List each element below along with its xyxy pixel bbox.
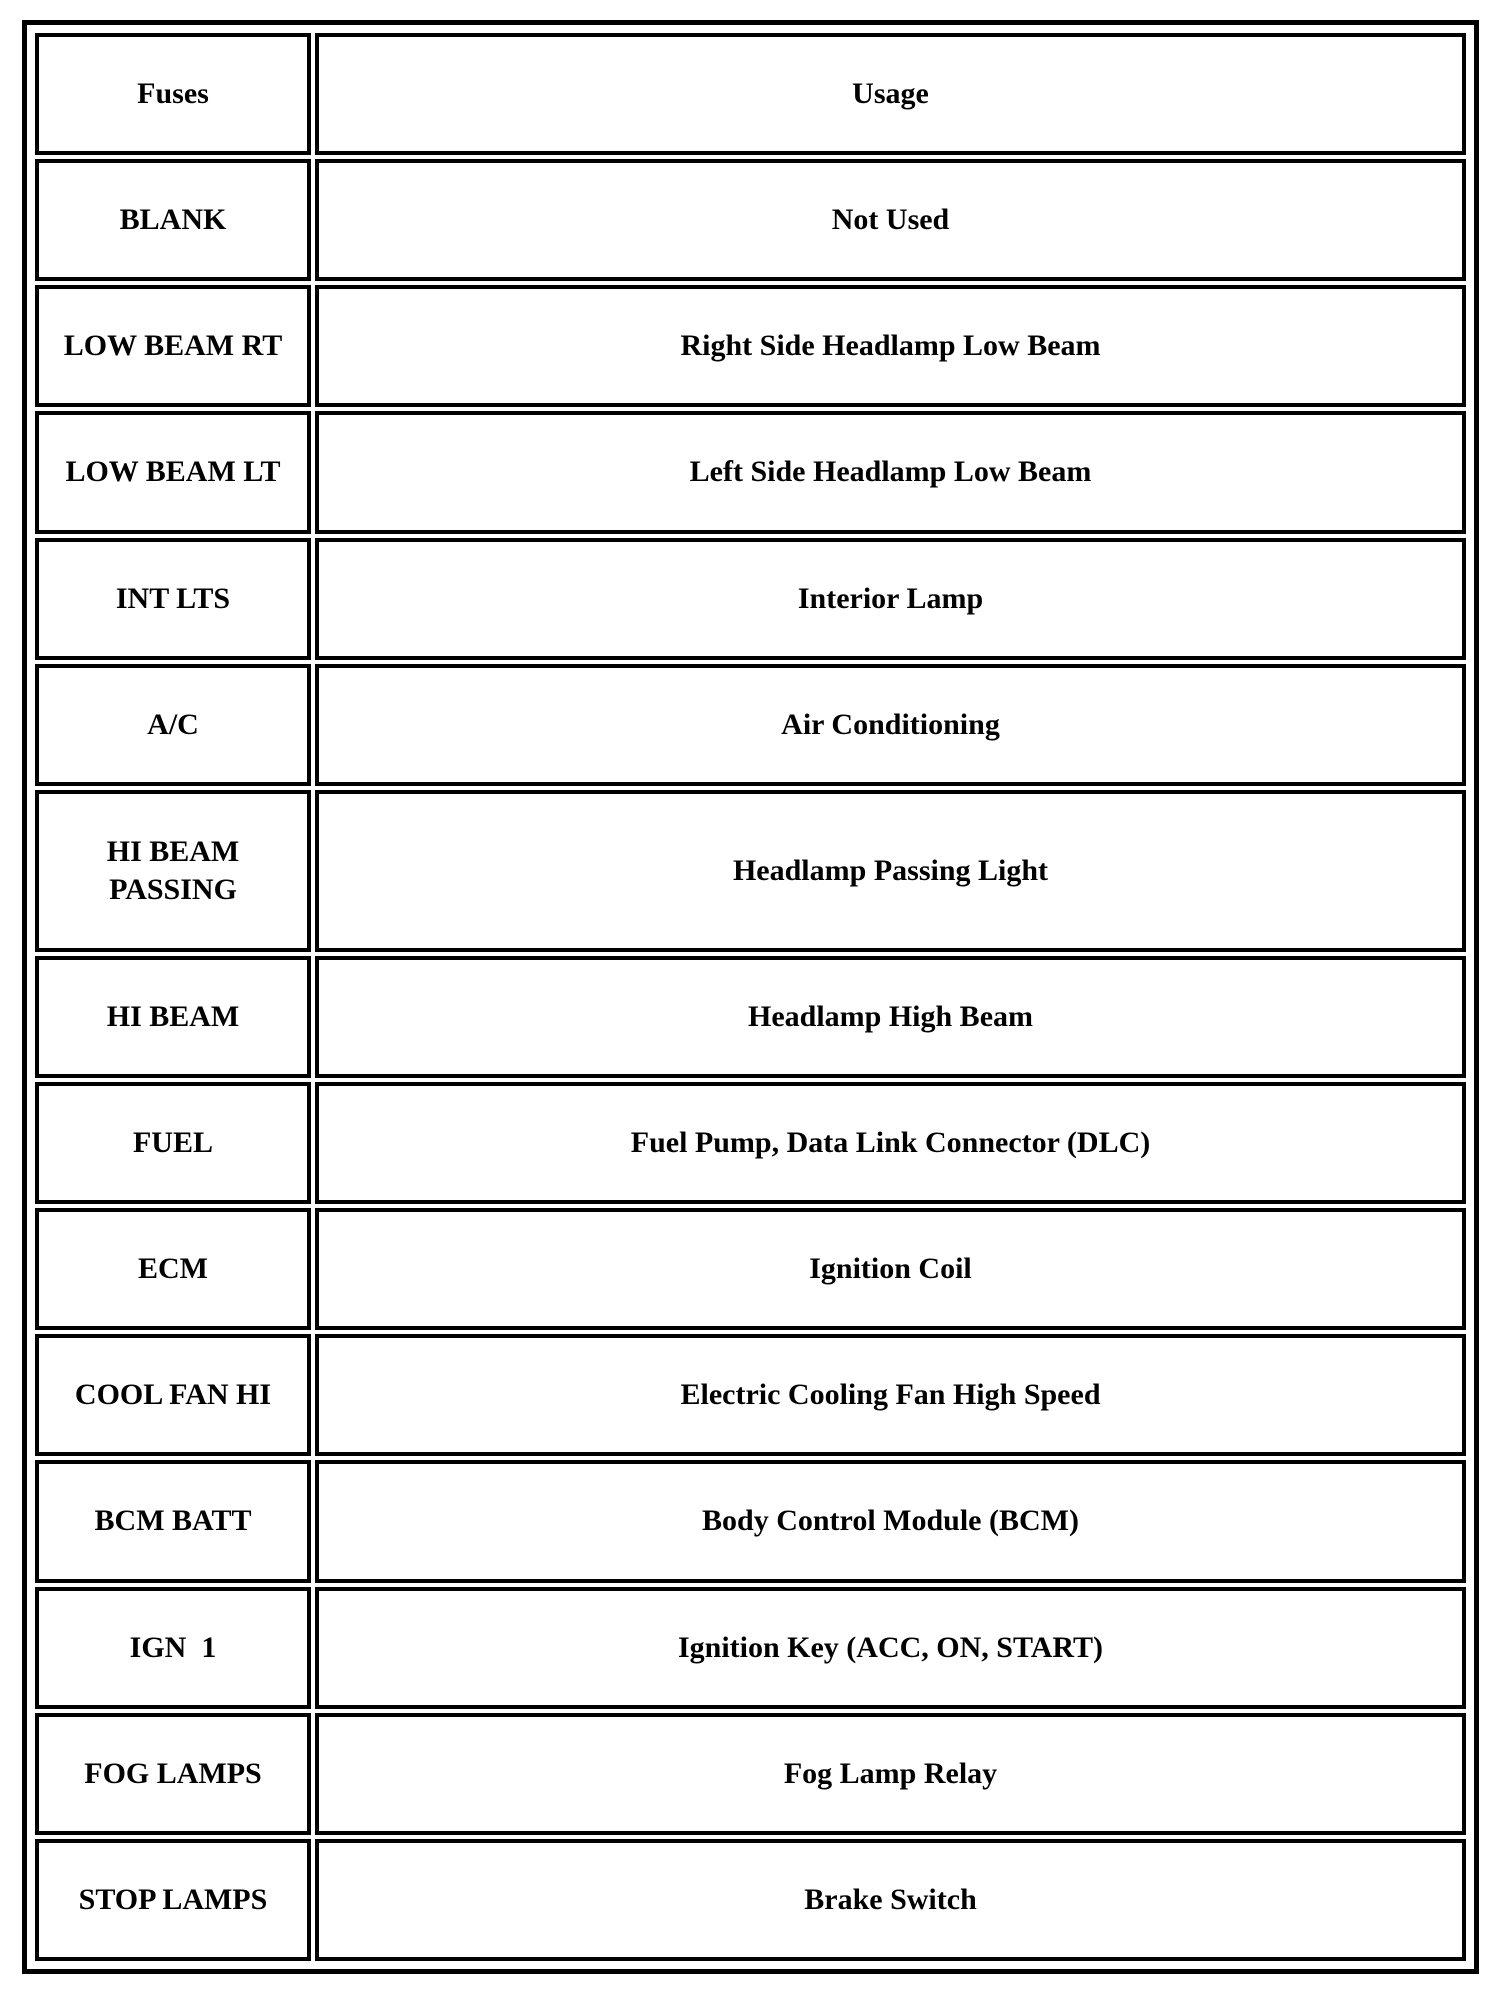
fuse-cell: IGN 1	[35, 1587, 311, 1709]
table-row	[35, 790, 1466, 952]
usage-cell: Not Used	[315, 159, 1466, 281]
usage-cell: Headlamp Passing Light	[315, 790, 1466, 952]
fuse-label-line-2: PASSING	[109, 872, 237, 906]
table-header-row	[35, 33, 1466, 155]
table-row	[35, 1587, 1466, 1709]
table-row	[35, 411, 1466, 533]
usage-cell: Ignition Key (ACC, ON, START)	[315, 1587, 1466, 1709]
fuse-cell: LOW BEAM RT	[35, 285, 311, 407]
usage-cell: Headlamp High Beam	[315, 956, 1466, 1078]
table-row	[35, 159, 1466, 281]
fuse-cell: COOL FAN HI	[35, 1334, 311, 1456]
usage-cell: Fuel Pump, Data Link Connector (DLC)	[315, 1082, 1466, 1204]
table-row	[35, 1082, 1466, 1204]
table-row	[35, 956, 1466, 1078]
table-row	[35, 1839, 1466, 1961]
usage-cell: Air Conditioning	[315, 664, 1466, 786]
usage-cell: Right Side Headlamp Low Beam	[315, 285, 1466, 407]
fuse-label-line-1: HI BEAM	[106, 834, 240, 868]
table-row	[35, 664, 1466, 786]
header-usage: Usage	[315, 33, 1466, 155]
usage-cell: Interior Lamp	[315, 538, 1466, 660]
fuse-cell: A/C	[35, 664, 311, 786]
header-fuses: Fuses	[35, 33, 311, 155]
usage-cell: Brake Switch	[315, 1839, 1466, 1961]
usage-cell: Body Control Module (BCM)	[315, 1460, 1466, 1582]
table-row	[35, 1713, 1466, 1835]
usage-cell: Electric Cooling Fan High Speed	[315, 1334, 1466, 1456]
fuse-cell: FUEL	[35, 1082, 311, 1204]
fuse-cell: BCM BATT	[35, 1460, 311, 1582]
fuse-table-frame	[22, 20, 1479, 1974]
usage-cell: Left Side Headlamp Low Beam	[315, 411, 1466, 533]
table-row	[35, 538, 1466, 660]
fuse-cell: LOW BEAM LT	[35, 411, 311, 533]
fuse-cell: HI BEAM	[35, 956, 311, 1078]
table-row	[35, 285, 1466, 407]
table-row	[35, 1334, 1466, 1456]
fuse-cell: ECM	[35, 1208, 311, 1330]
fuse-cell: BLANK	[35, 159, 311, 281]
fuse-cell: STOP LAMPS	[35, 1839, 311, 1961]
fuse-cell	[35, 790, 311, 952]
usage-cell: Ignition Coil	[315, 1208, 1466, 1330]
usage-cell: Fog Lamp Relay	[315, 1713, 1466, 1835]
fuse-cell: FOG LAMPS	[35, 1713, 311, 1835]
fuse-cell: INT LTS	[35, 538, 311, 660]
fuse-usage-table	[31, 29, 1470, 1965]
table-row	[35, 1208, 1466, 1330]
table-row	[35, 1460, 1466, 1582]
